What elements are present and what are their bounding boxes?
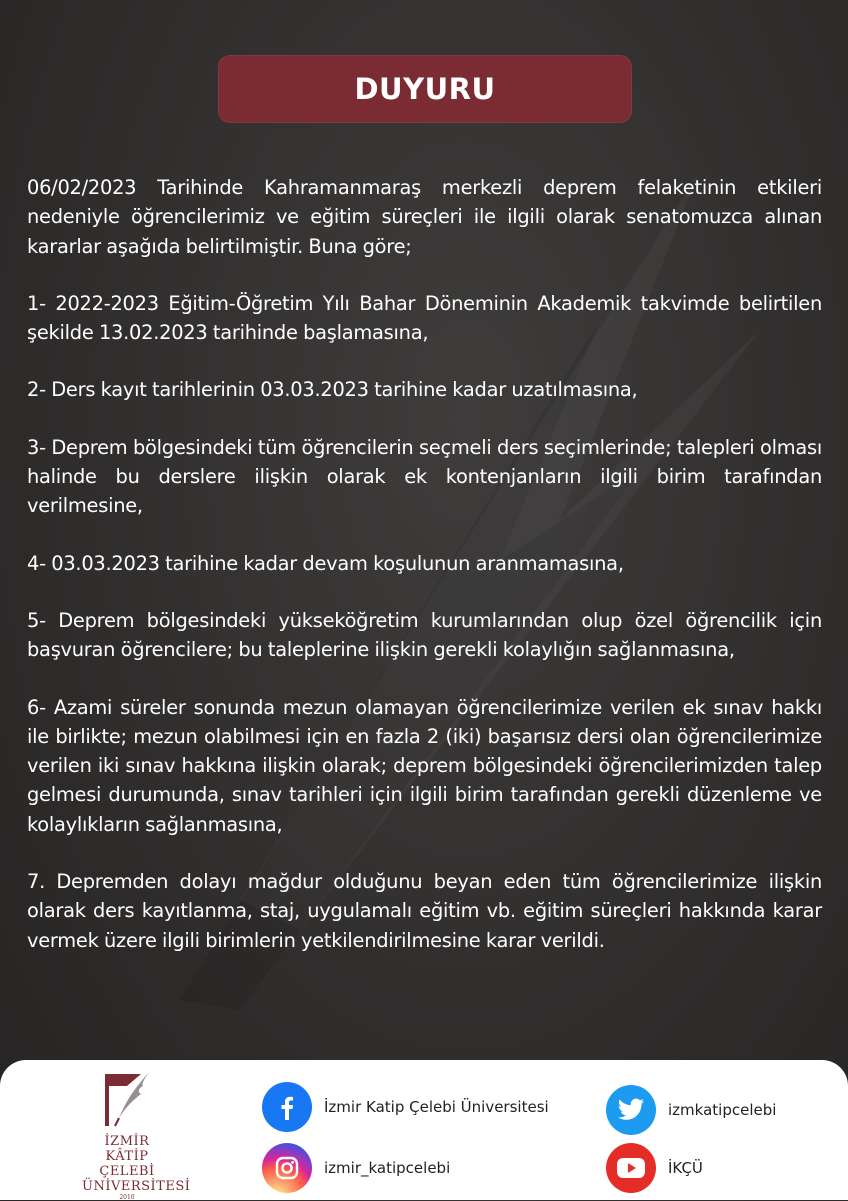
- instagram-label: izmir_katipcelebi: [324, 1159, 451, 1177]
- announcement-item-6: 6- Azami süreler sonunda mezun olamayan öğrencilerimize verilen ek sınav hakkı ile birlikte; mezun olabilmesi için en fazla 2 (iki) başarısız dersi olan öğrencilerimize verilen iki sınav hakkına ilişkin olarak; deprem bölgesindeki öğrencilerimizden talep gelmesi durumunda, sınav tarihleri için ilgili birim tarafından gerekli düzenleme ve kolaylıkların sağlanmasına,: [27, 695, 822, 836]
- page-title: DUYURU: [354, 72, 496, 106]
- facebook-icon: [262, 1082, 312, 1132]
- facebook-label: İzmir Katip Çelebi Üniversitesi: [324, 1098, 549, 1116]
- announcement-item-3: 3- Deprem bölgesindeki tüm öğrencilerin seçmeli ders seçimlerinde; talepleri olması halinde bu derslere ilişkin olarak ek kontenjanların ilgili birim tarafından verilmesine,: [27, 435, 822, 518]
- announcement-item-2: 2- Ders kayıt tarihlerinin 03.03.2023 tarihine kadar uzatılmasına,: [27, 378, 638, 402]
- announcement-body: [27, 173, 822, 983]
- youtube-icon: [606, 1143, 656, 1193]
- university-logo: [82, 1068, 191, 1201]
- announcement-item-5: 5- Deprem bölgesindeki yükseköğretim kurumlarından olup özel öğrencilik için başvuran öğrencilere; bu taleplerine ilişkin gerekli kolaylığın sağlanmasına,: [27, 608, 822, 662]
- announcement-item-1: 1- 2022-2023 Eğitim-Öğretim Yılı Bahar Döneminin Akademik takvimde belirtilen şekilde 13.02.2023 tarihinde başlamasına,: [27, 291, 822, 345]
- youtube-link[interactable]: [606, 1143, 703, 1193]
- announcement-item-4: 4- 03.03.2023 tarihine kadar devam koşulunun aranmamasına,: [27, 551, 624, 575]
- instagram-link[interactable]: [262, 1143, 450, 1193]
- youtube-label: İKÇÜ: [668, 1159, 703, 1177]
- logo-line-3: ÜNİVERSİTESİ: [82, 1179, 191, 1194]
- announcement-item-7: 7. Depremden dolayı mağdur olduğunu beyan eden tüm öğrencilerimize ilişkin olarak ders kayıtlanma, staj, uygulamalı eğitim vb. eğitim süreçleri hakkında karar vermek üzere ilgili birimlerin yetkilendirilmesine karar verildi.: [27, 870, 822, 952]
- twitter-label: izmkatipcelebi: [668, 1101, 777, 1119]
- quill-logo-icon: [97, 1068, 157, 1130]
- twitter-icon: [606, 1085, 656, 1135]
- logo-year: 2010: [119, 1194, 135, 1201]
- announcement-intro: 06/02/2023 Tarihinde Kahramanmaraş merkezli deprem felaketinin etkileri nedeniyle öğrencilerimiz ve eğitim süreçleri ile ilgili olarak senatomuzca alınan kararlar aşağıda belirtilmiştir. Buna göre;: [27, 176, 822, 258]
- footer: [0, 1060, 848, 1200]
- logo-line-2: KÂTİP ÇELEBİ: [99, 1149, 155, 1179]
- title-banner: [218, 55, 632, 123]
- facebook-link[interactable]: [262, 1082, 549, 1132]
- instagram-icon: [262, 1143, 312, 1193]
- logo-line-1: İZMİR: [104, 1134, 150, 1149]
- twitter-link[interactable]: [606, 1085, 776, 1135]
